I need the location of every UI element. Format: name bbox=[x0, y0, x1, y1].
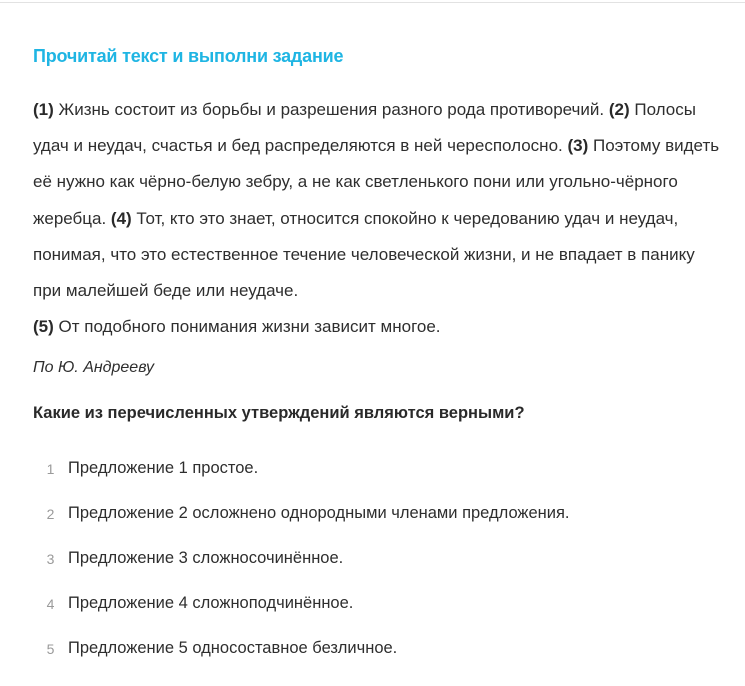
option-text: Предложение 5 односоставное безличное. bbox=[68, 639, 398, 657]
answer-option[interactable] bbox=[33, 491, 570, 536]
sentence-text: Поэтому видеть её нужно как чёрно-белую зебру, а не как светленького пони или угольно-чёрного жеребца. bbox=[33, 136, 720, 228]
option-number: 5 bbox=[46, 640, 55, 657]
option-number: 4 bbox=[46, 595, 55, 612]
option-text: Предложение 1 простое. bbox=[68, 459, 259, 477]
option-text: Предложение 2 осложнено однородными членами предложения. bbox=[68, 504, 570, 522]
sentence-text: От подобного понимания жизни зависит многое. bbox=[53, 317, 441, 337]
option-number: 1 bbox=[46, 460, 55, 477]
sentence-text: Жизнь состоит из борьбы и разрешения разного рода противоречий. bbox=[53, 100, 609, 119]
reading-passage bbox=[33, 92, 723, 345]
top-divider bbox=[0, 2, 745, 3]
sentence-number: (2) bbox=[608, 100, 630, 119]
passage-author: По Ю. Андрееву bbox=[33, 359, 155, 376]
sentence-number: (4) bbox=[110, 208, 132, 228]
sentence-text: Полосы удач и неудач, счастья и бед распределяются в ней чересполосно. bbox=[33, 100, 696, 156]
sentence-text: Тот, кто это знает, относится спокойно к чередованию удач и неудач, понимая, что это естественное течение человеческой жизни, и не впадает в панику при малейшей беде или неудаче. bbox=[33, 208, 695, 301]
sentence-number: (3) bbox=[567, 136, 589, 156]
question-text: Какие из перечисленных утверждений являются верными? bbox=[33, 404, 525, 422]
sentence-number: (5) bbox=[33, 317, 54, 337]
option-text: Предложение 4 сложноподчинённое. bbox=[68, 594, 354, 612]
answer-option[interactable] bbox=[33, 581, 570, 626]
option-number: 3 bbox=[46, 550, 55, 567]
answer-option[interactable] bbox=[33, 626, 570, 671]
option-text: Предложение 3 сложносочинённое. bbox=[68, 549, 344, 567]
answer-options bbox=[33, 446, 570, 671]
answer-option[interactable] bbox=[33, 536, 570, 581]
sentence-number: (1) bbox=[33, 100, 54, 119]
answer-option[interactable] bbox=[33, 446, 570, 491]
option-number: 2 bbox=[46, 505, 55, 522]
task-title: Прочитай текст и выполни задание bbox=[33, 46, 344, 66]
